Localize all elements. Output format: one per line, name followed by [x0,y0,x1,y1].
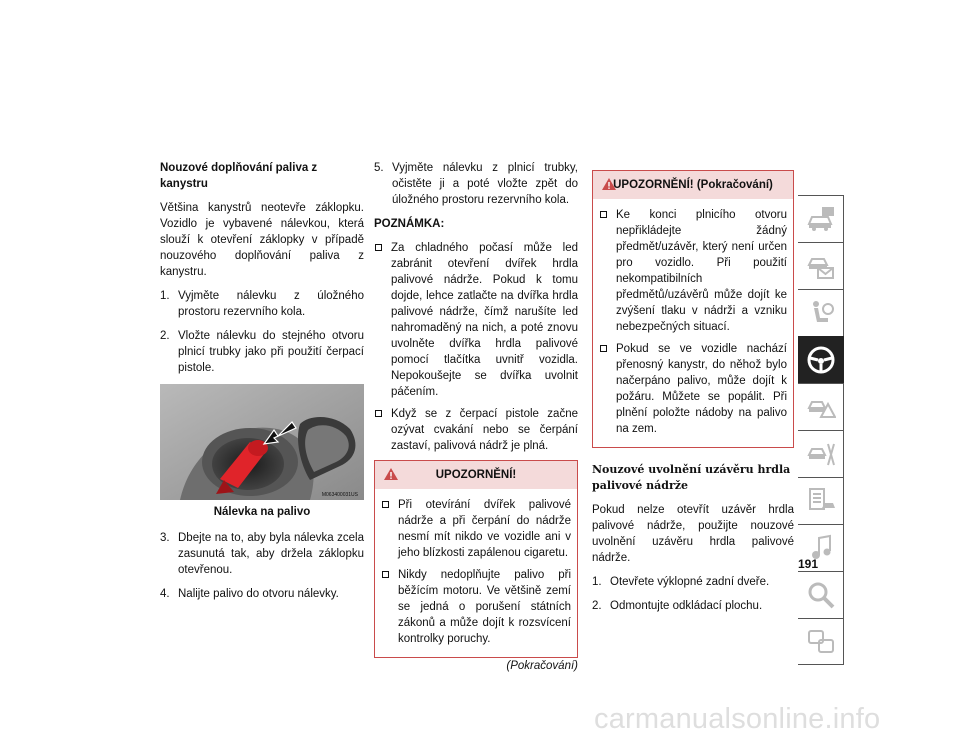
intro-paragraph: Pokud nelze otevřít uzávěr hrdla palivové nádrže, použijte nouzové uvolnění uzávěru hrdla palivové nádrže. [592,504,794,564]
tab-car-info[interactable] [798,195,844,242]
step-text: Dbejte na to, aby byla nálevka zcela zasunutá tak, aby držela záklopku otevřenou. [178,532,364,576]
step-number: 1. [160,290,170,302]
magnifier-icon [806,580,836,610]
warning-body [593,199,793,447]
figure-id: M063400031US [321,492,358,498]
warning-box [374,460,578,658]
tab-airbag-seat[interactable] [798,289,844,336]
step-text: Vyjměte nálevku z úložného prostoru rezervního kola. [178,290,364,318]
page-number: 191 [798,557,819,571]
step-list-b [160,530,364,602]
tab-car-warning[interactable] [798,383,844,430]
car-info-icon [806,204,836,234]
step-number: 1. [592,576,602,588]
step-list-c [374,160,578,208]
note-item: Když se z čerpací pistole začne ozývat cvakání nebo se čerpání zastaví, palivová nádrž je plná. [374,406,578,454]
step-text: Vyjměte nálevku z plnicí trubky, očistěte ji a poté vložte zpět do úložného prostoru rezervního kola. [392,162,578,206]
step-text: Otevřete výklopné zadní dveře. [610,576,770,588]
step-text: Nalijte palivo do otvoru nálevky. [178,588,339,600]
column-left [160,160,364,610]
tab-magnifier[interactable] [798,571,844,618]
warning-triangle-icon [384,468,398,480]
step-item [374,160,578,208]
step-item [160,288,364,320]
intro-paragraph: Většina kanystrů neotevře záklopku. Vozidlo je vybavené nálevkou, která slouží k otevření záklopky v případě nouzového doplňování paliva z kanystru. [160,202,364,278]
column-middle [374,160,578,674]
step-text: Vložte nálevku do stejného otvoru plnicí trubky jako při použití čerpací pistole. [178,330,364,374]
car-warning-icon [806,392,836,422]
step-list-a [160,288,364,376]
warning-header [375,461,577,489]
step-item [160,328,364,376]
language-icon [806,627,836,657]
warning-title: UPOZORNĚNÍ! [435,469,517,481]
airbag-seat-icon [806,298,836,328]
warning-triangle-icon [602,178,616,190]
section-heading-canister-refuel: Nouzové doplňování paliva z kanystru [160,162,318,190]
section-heading-emergency-release: Nouzové uvolnění uzávěru hrdla palivové nádrže [592,463,791,492]
step-number: 4. [160,588,170,600]
tab-car-tools[interactable] [798,430,844,477]
warning-item: Ke konci plnicího otvoru nepřikládejte žádný předmět/uzávěr, který není určen pro vozidlo. Při použití nekompatibilních předmětů/uzávěrů může dojít ke zvýšení tlaku v nádrži a vzniku nebezpečných situací. [599,207,787,335]
step-item [160,586,364,602]
warning-list [381,497,571,647]
fuel-funnel-figure [160,384,364,500]
warning-box-continued [592,170,794,448]
car-mail-icon [806,251,836,281]
note-heading: POZNÁMKA: [374,218,445,230]
step-item [160,530,364,578]
step-item [592,598,794,614]
step-number: 2. [160,330,170,342]
warning-body [375,489,577,657]
figure-caption: Nálevka na palivo [213,506,311,518]
warning-item: Při otevírání dvířek palivové nádrže a při čerpání do nádrže nesmí mít nikdo ve vozidle ani v jeho blízkosti zapálenou cigaretu. [381,497,571,561]
tab-car-mail[interactable] [798,242,844,289]
warning-list [599,207,787,437]
column-right [592,160,794,622]
step-text: Odmontujte odkládací plochu. [610,600,763,612]
watermark-text: carmanualsonline.info [594,703,881,735]
car-tools-icon [806,439,836,469]
step-list-d [592,574,794,614]
car-checklist-icon [806,486,836,516]
warning-title: UPOZORNĚNÍ! (Pokračování) [613,179,773,191]
warning-item: Pokud se ve vozidle nachází přenosný kanystr, do něhož bylo načerpáno palivo, může dojít k požáru. Můžete se popálit. Při plnění položte nádoby na palivo na zem. [599,341,787,437]
fuel-funnel-illustration [160,384,364,500]
tab-steering-wheel[interactable] [798,336,844,383]
step-number: 5. [374,162,384,174]
note-item: Za chladného počasí může led zabránit otevření dvířek hrdla palivové nádrže. Pokud k tomu dojde, lehce zatlačte na dvířka hrdla palivové nádrže, čímž narušíte led nahromaděný na nich, a poté znovu uvolněte dvířka hrdla palivové pomocí tlačítka uvnitř vozidla. Nepokoušejte se dvířka uvolnit páčením. [374,240,578,400]
continued-label: (Pokračování) [506,660,578,672]
tab-car-checklist[interactable] [798,477,844,524]
step-item [592,574,794,590]
tab-language[interactable] [798,618,844,665]
step-number: 3. [160,532,170,544]
warning-item: Nikdy nedoplňujte palivo při běžícím motoru. Ve většině zemí se jedná o porušení státních zákonů a může dojít k rozsvícení kontrolky poruchy. [381,567,571,647]
step-number: 2. [592,600,602,612]
warning-header [593,171,793,199]
note-list [374,240,578,454]
steering-wheel-icon [806,345,836,375]
chapter-tabs [798,195,844,665]
